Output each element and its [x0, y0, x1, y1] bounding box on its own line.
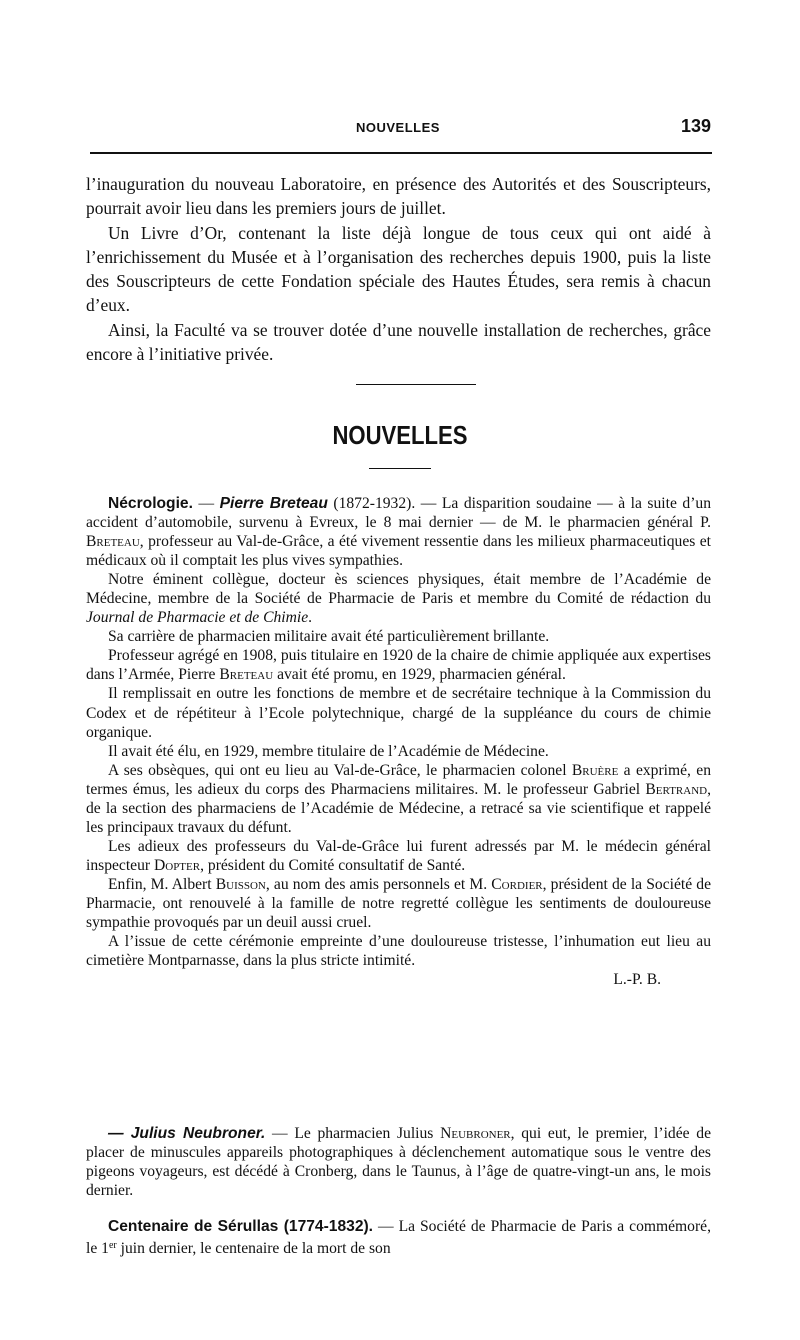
necrologie-lead-text: (1872-1932). — La disparition soudaine — à la suite d’un accident d’automobile, survenu à Evreux, le 8 mai dernier — de M. le pharmacien général P.	[86, 495, 712, 532]
section-divider-top	[356, 384, 476, 385]
necrologie-p7-sc1: Bruère	[571, 761, 619, 779]
page-number: 139	[681, 116, 712, 136]
serullas-text-b: juin dernier, le centenaire de la mort de son	[116, 1239, 391, 1257]
serullas-paragraph	[86, 1216, 711, 1259]
neubroner-text-a: — Le pharmacien Julius	[265, 1125, 441, 1142]
section-title: NOUVELLES	[332, 420, 468, 450]
necrologie-paragraph-1	[86, 494, 711, 570]
necrologie-paragraph-7	[86, 761, 711, 837]
header-rule	[90, 152, 712, 154]
intro-paragraph-3: Ainsi, la Faculté va se trouver dotée d’une nouvelle installation de recherches, grâce encore à l’initiative privée.	[86, 319, 711, 365]
serullas-text-a: — La Société de Pharmacie de Paris a commémoré, le 1	[86, 1218, 711, 1257]
neubroner-sc: Neubroner	[440, 1125, 511, 1142]
necrologie-p8-b: , président du Comité consultatif de Santé.	[200, 856, 466, 874]
necrologie-p8-sc: Dopter	[153, 856, 201, 874]
necrologie-p9-c: , président de la Société de Pharmacie, ont renouvelé à la famille de notre regretté collègue les sentiments de douloureuse sympathie provoqués par un deuil aussi cruel.	[86, 875, 711, 932]
necrologie-p9-a: Enfin, M. Albert	[108, 875, 216, 893]
necrologie-p9-sc2: Cordier	[491, 875, 543, 893]
necrologie-p8-a: Les adieux des professeurs du Val-de-Grâce lui furent adressés par M. le médecin général inspecteur	[86, 837, 711, 874]
necrologie-article	[86, 494, 711, 989]
necrologie-dash: —	[192, 495, 220, 512]
necrologie-paragraph-5: Il remplissait en outre les fonctions de membre et de secrétaire technique à la Commission du Codex et de répétiteur à l’Ecole polytechnique, chargé de la suppléance du cours de chimie organique.	[86, 685, 711, 741]
necrologie-paragraph-2	[86, 570, 711, 627]
running-header: NOUVELLES	[356, 120, 440, 135]
necrologie-p7-c: , de la section des pharmaciens de l’Académie de Médecine, a retracé sa vie scientifique et rappelé les principaux travaux du défunt.	[86, 780, 711, 836]
necrologie-lead-text-2: , professeur au Val-de-Grâce, a été vivement ressentie dans les milieux pharmaceutiques et médicaux où il comptait les plus vives sympathies.	[86, 533, 711, 570]
necrologie-p9-sc1: Buisson	[215, 875, 266, 893]
intro-text	[86, 172, 711, 366]
necrologie-p7-a: A ses obsèques, qui ont eu lieu au Val-de-Grâce, le pharmacien colonel	[108, 761, 572, 779]
signature: L.-P. B.	[613, 971, 661, 989]
necrologie-label: Nécrologie.	[108, 495, 193, 512]
serullas-sup: er	[108, 1239, 117, 1251]
necrologie-p7-sc2: Bertrand	[645, 780, 708, 798]
necrologie-surname: Breteau	[86, 533, 140, 551]
necrologie-p9-b: , au nom des amis personnels et M.	[265, 875, 492, 893]
necrologie-paragraph-10: A l’issue de cette cérémonie empreinte d’une douloureuse tristesse, l’inhumation eut lieu au cimetière Montparnasse, dans la plus stricte intimité.	[86, 933, 711, 970]
necrologie-paragraph-6: Il avait été élu, en 1929, membre titulaire de l’Académie de Médecine.	[108, 742, 549, 760]
serullas-article	[86, 1216, 711, 1259]
intro-paragraph-2: Un Livre d’Or, contenant la liste déjà longue de tous ceux qui ont aidé à l’enrichissement du Musée et à l’organisation des recherches depuis 1900, puis la liste des Souscripteurs de cette Fondation spéciale des Hautes Études, sera remis à chacun d’eux.	[86, 222, 711, 316]
neubroner-paragraph	[86, 1124, 711, 1200]
section-divider-bottom	[369, 468, 431, 469]
necrologie-paragraph-4	[86, 646, 711, 684]
neubroner-text-b: , qui eut, le premier, l’idée de placer de minuscules appareils photographiques à déclenchement automatique sous le ventre des pigeons voyageurs, est décédé à Cronberg, dans le Taunus, à l’âge de quatre-vingt-un ans, le mois dernier.	[86, 1125, 711, 1200]
necrologie-p4-sc: Breteau	[219, 666, 274, 684]
necrologie-p2-start: Notre éminent collègue, docteur ès sciences physiques, était membre de l’Académie de Médecine, membre de la Société de Pharmacie de Paris et membre du Comité de rédaction du	[86, 571, 711, 608]
necrologie-p7-b: a exprimé, en termes émus, les adieux du corps des Pharmaciens militaires. M. le professeur Gabriel	[86, 761, 711, 798]
intro-paragraph-1: l’inauguration du nouveau Laboratoire, en présence des Autorités et des Souscripteurs, pourrait avoir lieu dans les premiers jours de juillet.	[86, 174, 711, 219]
journal-title: Journal de Pharmacie et de Chimie	[86, 609, 309, 627]
necrologie-paragraph-8	[86, 837, 711, 875]
necrologie-p2-end: .	[308, 609, 313, 627]
necrologie-paragraph-9	[86, 875, 711, 932]
necrologie-name: Pierre Breteau	[219, 495, 328, 512]
neubroner-article	[86, 1124, 711, 1200]
neubroner-lead: — Julius Neubroner.	[108, 1125, 266, 1142]
serullas-label: Centenaire de Sérullas (1774-1832).	[108, 1218, 374, 1235]
necrologie-p4-end: avait été promu, en 1929, pharmacien général.	[273, 666, 566, 684]
necrologie-p4-start: Professeur agrégé en 1908, puis titulaire en 1920 de la chaire de chimie appliquée aux expertises dans l’Armée, Pierre	[86, 647, 711, 684]
necrologie-paragraph-3: Sa carrière de pharmacien militaire avait été particulièrement brillante.	[108, 628, 550, 646]
